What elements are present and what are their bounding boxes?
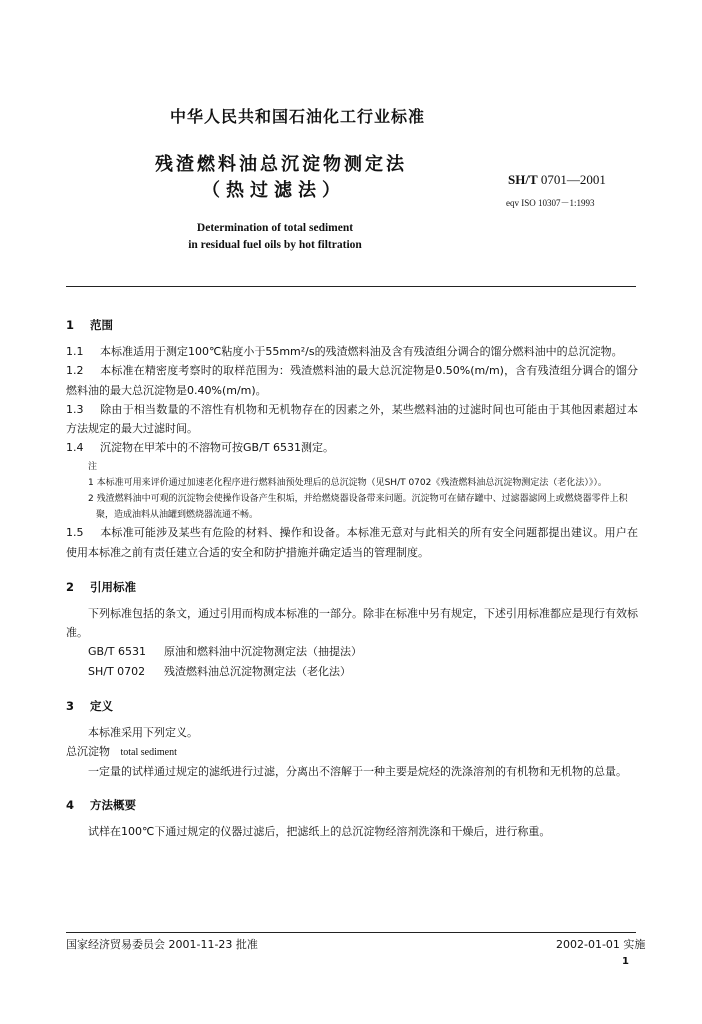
term-english: total sediment bbox=[120, 747, 177, 759]
standard-code bbox=[508, 172, 606, 188]
clause-number: 1.5 bbox=[66, 526, 84, 540]
english-title bbox=[150, 220, 400, 254]
clause-1-2 bbox=[66, 361, 638, 399]
section-number: 4 bbox=[66, 797, 75, 812]
section-number: 3 bbox=[66, 698, 75, 713]
note-2: 2 残渣燃料油中可观的沉淀物会使操作设备产生积垢，并给燃烧器设备带来问题。沉淀物可在储存罐中、过滤器滤网上或燃烧器零件上积聚，造成油料从油罐到燃烧器流通不畅。 bbox=[88, 494, 628, 521]
clause-number: 1.4 bbox=[66, 441, 84, 455]
standard-code-prefix: SH/T bbox=[508, 172, 538, 187]
reference-title: 残渣燃料油总沉淀物测定法（老化法） bbox=[164, 664, 351, 678]
clause-1-1 bbox=[66, 342, 638, 361]
section-spacer bbox=[66, 782, 638, 796]
reference-code: GB/T 6531 bbox=[88, 645, 146, 659]
section-spacer bbox=[66, 681, 638, 697]
term-chinese: 总沉淀物 bbox=[66, 745, 110, 759]
clause-1-5 bbox=[66, 523, 638, 561]
term-entry bbox=[66, 742, 638, 762]
standard-code-number: 0701—2001 bbox=[540, 172, 606, 187]
header-divider bbox=[66, 286, 636, 287]
section-4-text: 试样在100℃下通过规定的仪器过滤后，把滤纸上的总沉淀物经溶剂洗涤和干燥后，进行称重。 bbox=[88, 824, 551, 838]
document-subtitle: （热过滤法） bbox=[202, 180, 346, 201]
clause-number: 1.3 bbox=[66, 402, 84, 416]
clause-number: 1.2 bbox=[66, 364, 84, 378]
section-spacer bbox=[66, 562, 638, 578]
reference-gbt-6531 bbox=[88, 642, 638, 661]
implementation-date: 2002-01-01 实施 bbox=[556, 938, 646, 951]
document-title: 残渣燃料油总沉淀物测定法 bbox=[155, 154, 407, 175]
standard-type-header: 中华人民共和国石油化工行业标准 bbox=[169, 107, 425, 126]
reference-sht-0702 bbox=[88, 662, 638, 681]
reference-code: SH/T 0702 bbox=[88, 664, 146, 678]
reference-title: 原油和燃料油中沉淀物测定法（抽提法） bbox=[164, 645, 362, 659]
clause-number: 1.1 bbox=[66, 345, 84, 359]
clause-text: 本标准可能涉及某些有危险的材料、操作和设备。本标准无意对与此相关的所有安全问题都提出建议。用户在使用本标准之前有责任建立合适的安全和防护措施并确定适当的管理制度。 bbox=[66, 526, 638, 559]
section-4-heading bbox=[66, 796, 638, 815]
clause-1-3 bbox=[66, 400, 638, 438]
section-3-intro: 本标准采用下列定义。 bbox=[88, 726, 198, 740]
section-title: 引用标准 bbox=[90, 579, 136, 594]
clause-text: 沉淀物在甲苯中的不溶物可按GB/T 6531测定。 bbox=[100, 441, 334, 455]
clause-text: 本标准适用于测定100℃粘度小于55mm²/s的残渣燃料油及含有残渣组分调合的馏分燃料油中的总沉淀物。 bbox=[100, 345, 623, 359]
note-label: 注 bbox=[88, 462, 98, 473]
section-1-heading bbox=[66, 316, 638, 335]
clause-text: 除由于相当数量的不溶性有机物和无机物存在的因素之外，某些燃料油的过滤时间也可能由于其他因素超过本方法规定的最大过滤时间。 bbox=[66, 402, 638, 436]
term-definition: 一定量的试样通过规定的滤纸进行过滤，分离出不溶解于一种主要是烷烃的洗涤溶剂的有机物和无机物的总量。 bbox=[88, 765, 627, 779]
section-title: 定义 bbox=[90, 698, 113, 713]
section-number: 1 bbox=[66, 318, 75, 332]
english-title-line1: Determination of total sediment bbox=[196, 222, 354, 234]
section-number: 2 bbox=[66, 579, 75, 594]
section-title: 方法概要 bbox=[90, 797, 136, 812]
section-title: 范围 bbox=[90, 318, 113, 332]
clause-text: 本标准在精密度考察时的取样范围为：残渣燃料油的最大总沉淀物是0.50%(m/m)，含有残渣组分调合的馏分燃料油的最大总沉淀物是0.40%(m/m)。 bbox=[66, 364, 638, 397]
section-2-intro: 下列标准包括的条文，通过引用而构成本标准的一部分。除非在标准中另有规定，下述引用标准都应是现行有效标准。 bbox=[66, 607, 638, 640]
equivalent-standard: eqv ISO 10307－1:1993 bbox=[506, 198, 595, 208]
english-title-line2: in residual fuel oils by hot filtration bbox=[188, 239, 362, 251]
note-1: 1 本标准可用来评价通过加速老化程序进行燃料油预处理后的总沉淀物（见SH/T 0702《残渣燃料油总沉淀物测定法（老化法）》）。 bbox=[88, 478, 607, 489]
page-number: 1 bbox=[622, 956, 629, 967]
approval-note: 国家经济贸易委员会 2001-11-23 批准 bbox=[66, 938, 258, 951]
document-body bbox=[66, 316, 638, 841]
clause-1-4 bbox=[66, 438, 638, 457]
section-2-heading bbox=[66, 578, 638, 597]
section-3-heading bbox=[66, 697, 638, 716]
footer-divider bbox=[66, 932, 636, 933]
